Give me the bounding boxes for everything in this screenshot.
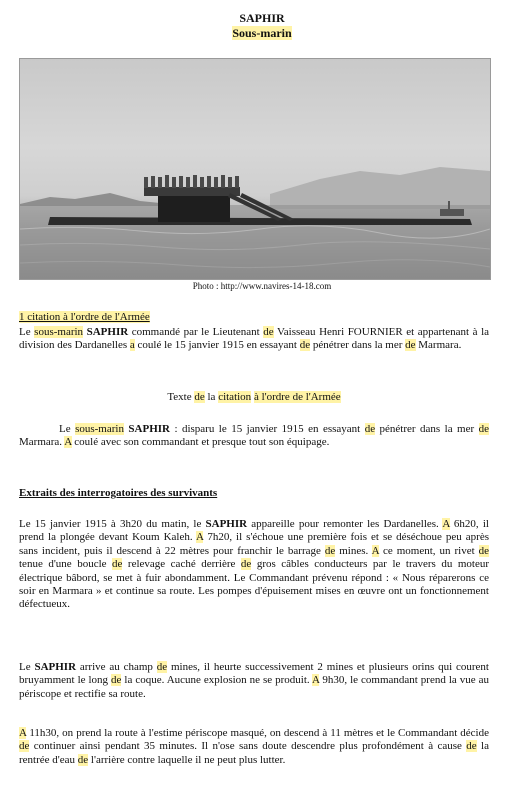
highlight-term: A — [312, 674, 320, 687]
paragraph-text: 11h30, on prend la route à l'estime périscope masqué, on descend à 11 mètres et le Commandant décide — [26, 727, 489, 739]
highlight-term: A — [371, 544, 379, 557]
intro-text: Marmara. — [415, 339, 462, 352]
subtitle-text: Sous-marin — [232, 26, 292, 40]
citation-text-paragraph — [19, 423, 489, 450]
highlight-term: de — [478, 423, 489, 435]
highlight-term: de — [240, 558, 252, 571]
highlight-term: de — [324, 544, 336, 557]
citation-title — [19, 391, 489, 404]
paragraph-text: appareille pour remonter les Dardanelles. — [247, 518, 443, 530]
citation-title-text: Texte — [167, 391, 195, 403]
paragraph-text: l'arrière contre laquelle il ne peut plus lutter. — [88, 753, 286, 766]
submarine-name: SAPHIR — [205, 518, 248, 530]
highlight-term: de — [466, 740, 477, 753]
paragraph-text: la rentrée d'eau — [19, 740, 489, 766]
highlight-term: A — [195, 531, 204, 544]
intro-text: coulé le 15 janvier 1915 en essayant — [134, 339, 300, 352]
citation-text: Marmara. — [19, 436, 65, 449]
highlight-term: de — [111, 674, 122, 687]
citation-text: : disparu le 15 janvier 1915 en essayant — [169, 423, 365, 435]
highlight-term: de — [478, 544, 489, 557]
paragraph-text: mines, il heurte successivement 2 mines et plusieurs orins qui courent bruyamment le long — [19, 661, 489, 687]
highlight-term: citation — [218, 391, 252, 403]
document-title: SAPHIR — [239, 11, 285, 25]
submarine-name: SAPHIR — [86, 326, 129, 338]
submarine-name: SAPHIR — [34, 661, 77, 673]
intro-paragraph — [19, 326, 489, 353]
submarine-photo-drawing — [20, 59, 490, 279]
paragraph-text: Le 15 janvier 1915 à 3h20 du matin, le — [19, 518, 206, 530]
highlight-term: A — [19, 727, 27, 739]
highlight-term: à l'ordre de l'Armée — [253, 391, 341, 403]
document-subtitle — [0, 26, 524, 40]
citation-text: Le — [59, 423, 76, 435]
submarine-photo — [19, 58, 491, 280]
testimony-paragraph-1 — [19, 518, 489, 612]
highlight-term: a — [129, 339, 135, 352]
submarine-name: SAPHIR — [128, 423, 170, 435]
highlight-term: de — [19, 740, 30, 753]
paragraph-text: relevage caché derrière — [122, 558, 241, 571]
highlight-term: de — [194, 391, 205, 403]
highlight-term: de — [364, 423, 376, 435]
highlight-term: A — [64, 436, 72, 449]
intro-text: Le — [19, 326, 35, 338]
extracts-heading: Extraits des interrogatoires des survivants — [19, 487, 218, 499]
highlight-term: sous-marin — [75, 423, 124, 435]
paragraph-text: 9h30, le commandant prend la vue au périscope et rectifie sa route. — [19, 674, 489, 700]
intro-text: Vaisseau Henri FOURNIER et appartenant à la division des Dardanelles — [19, 326, 490, 352]
paragraph-text: 7h20, il s'échoue une première fois et se déséchoue peu après sans incident, puis il descend à 22 mètres pour franchir le barrage — [19, 531, 489, 557]
citation-count-text: 1 citation à l'ordre de l'Armée — [19, 311, 150, 323]
highlight-term: de — [299, 339, 311, 352]
paragraph-text: gros câbles conducteurs par le travers du moteur électrique bâbord, se met à fuir abondamment. Le Commandant prévenu répond : « Nous réparerons ce soir en Marmara » et continue sa route. Les pompes d'épuisement mises en œuvre ont un fonctionnement défectueux. — [19, 558, 489, 611]
citation-text: coulé avec son commandant et presque tout son équipage. — [71, 436, 330, 449]
photo-caption: Photo : http://www.navires-14-18.com — [192, 281, 332, 291]
highlight-term: de — [77, 753, 89, 766]
paragraph-text: Le — [19, 661, 35, 673]
highlight-term: de — [405, 339, 416, 352]
paragraph-text: 6h20, il prend la plongée devant Koum Kaleh. — [19, 518, 489, 544]
paragraph-text: la coque. Aucune explosion ne se produit. — [121, 674, 313, 687]
citation-text: pénétrer dans la mer — [375, 423, 479, 435]
paragraph-text: continuer ainsi pendant 35 minutes. Il n'ose sans doute descendre plus profondément à cause — [29, 740, 467, 753]
highlight-term: de — [112, 558, 123, 571]
citation-title-text: la — [204, 391, 219, 403]
highlight-term: de — [263, 326, 274, 338]
highlight-term: A — [442, 518, 450, 530]
paragraph-text: ce moment, un rivet — [378, 544, 479, 557]
intro-text: pénétrer dans la mer — [310, 339, 406, 352]
testimony-paragraph-3 — [19, 727, 489, 767]
testimony-paragraph-2 — [19, 661, 489, 701]
highlight-term: de — [156, 661, 168, 673]
paragraph-text: mines. — [335, 544, 372, 557]
paragraph-text: arrive au champ — [76, 661, 157, 673]
highlight-term: sous-marin — [34, 326, 84, 338]
citation-count-heading — [19, 311, 489, 324]
intro-text: commandé par le Lieutenant — [128, 326, 264, 338]
paragraph-text: tenue d'une boucle — [19, 558, 113, 571]
